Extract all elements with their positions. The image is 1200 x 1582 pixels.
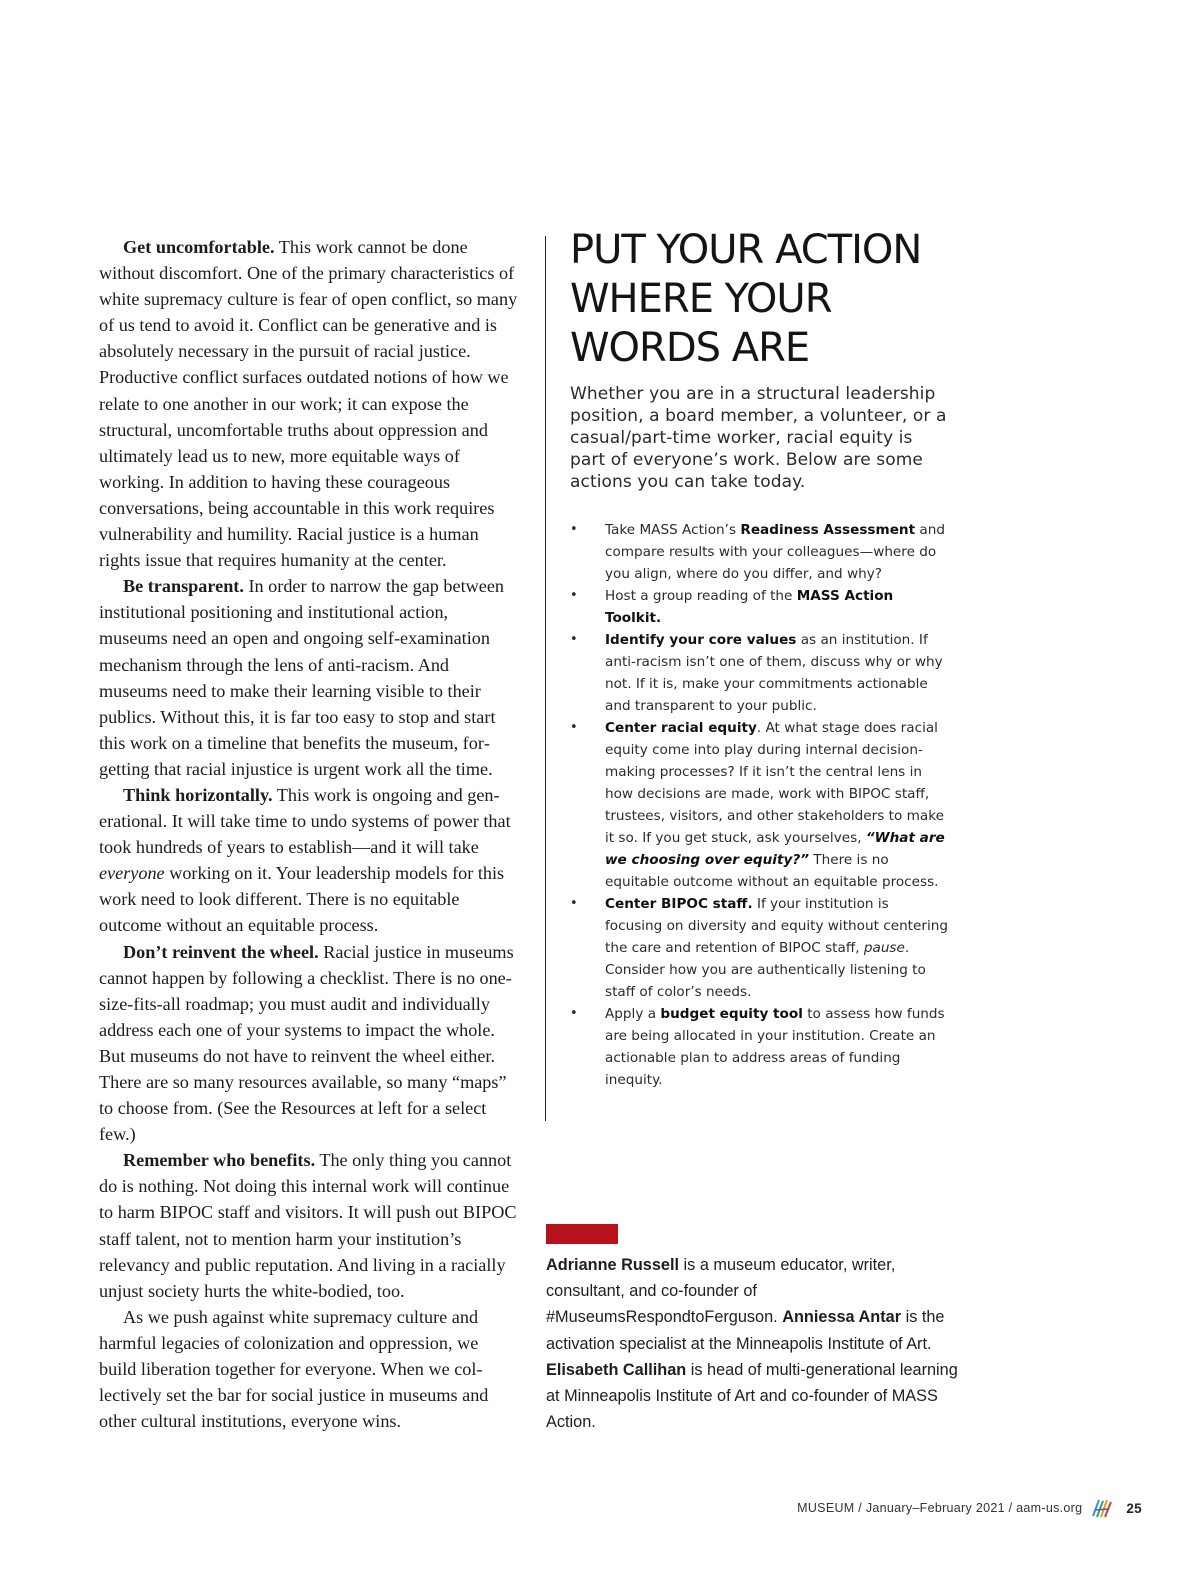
paragraph-lead: Remember who benefits.: [123, 1150, 316, 1171]
paragraph-be-transparent: [99, 573, 520, 782]
author-name: Adrianne Russell: [546, 1256, 680, 1274]
action-text: . Consider how you are authentically listening to staff of color’s needs.: [605, 940, 926, 1000]
emphasis-text: everyone: [99, 863, 165, 884]
action-bold: Identify your core values: [605, 632, 797, 648]
action-text: Take MASS Action’s: [605, 522, 741, 538]
aam-logo-icon: [1090, 1497, 1114, 1519]
action-list: [570, 519, 950, 1091]
action-sidebar: [570, 226, 950, 1091]
sidebar-title: [570, 226, 950, 373]
bullet-icon: •: [570, 720, 578, 735]
sidebar-title-line: PUT YOUR ACTION: [570, 227, 922, 273]
paragraph-lead: Think horizontally.: [123, 784, 273, 805]
footer-text: MUSEUM / January–February 2021 / aam-us.org: [797, 1501, 1083, 1515]
action-item: [570, 585, 950, 629]
bio-text: is a museum educator, writer, consultant, and co-founder of #MuseumsRespondtoFerguson.: [546, 1256, 896, 1327]
bullet-icon: •: [570, 632, 578, 647]
bullet-icon: •: [570, 588, 578, 603]
action-bold: budget equity tool: [660, 1006, 803, 1022]
bio-text: is head of multi-generational learning at Minneapolis Institute of Art and co-founder of MASS Action.: [546, 1360, 958, 1432]
author-name: Elisabeth Callihan: [546, 1360, 687, 1379]
action-bold-italic: “What are we choosing over equity?”: [605, 830, 945, 868]
action-item: [570, 519, 950, 585]
paragraph-text: As we push against white supremacy culture and harmful legacies of colonization and oppression, we build liberation together for everyone. When we collectively set the bar for social justice in museums and other cultural institutions, everyone wins.: [99, 1306, 489, 1432]
author-name: Anniessa Antar: [782, 1308, 902, 1327]
paragraph-text: In order to narrow the gap between institutional positioning and institutional action, museums need an open and ongoing self-examination mechanism through the lens of anti-racism. And museums need to make their learning visible to their publics. Without this, it is far too easy to stop and start this work on a timeline that benefits the museum, forgetting that racial injustice is urgent work all the time.: [99, 576, 504, 779]
action-text: Host a group reading of the: [605, 588, 797, 604]
paragraph-think-horizontally: [99, 782, 520, 939]
action-text: Apply a: [605, 1006, 661, 1022]
paragraph-dont-reinvent: [99, 939, 520, 1148]
bio-text: is the activation specialist at the Minneapolis Institute of Art.: [546, 1308, 945, 1353]
paragraph-text: working on it. Your leadership models for this work need to look different. There is no equitable outcome without an equitable process.: [99, 863, 505, 936]
action-bold: MASS Action Toolkit.: [605, 588, 894, 626]
sidebar-title-line: WORDS ARE: [570, 325, 810, 371]
paragraph-conclusion: [99, 1304, 520, 1434]
action-item: [570, 1003, 950, 1091]
paragraph-get-uncomfortable: [99, 234, 520, 573]
bullet-icon: •: [570, 522, 578, 537]
paragraph-text: This work is ongoing and generational. It will take time to undo systems of power that took hundreds of years to establish—and it will take: [99, 784, 511, 858]
bullet-icon: •: [570, 896, 578, 911]
action-text: If your institution is focusing on diversity and equity without centering the care and retention of BIPOC staff,: [605, 896, 948, 956]
sidebar-title-line: WHERE YOUR: [570, 276, 832, 322]
action-text: as an institution. If anti-racism isn’t one of them, discuss why or why not. If it is, make your commitments actionable and transparent to your public.: [605, 632, 943, 714]
action-italic: pause: [863, 940, 905, 956]
action-bold: Center racial equity: [605, 720, 757, 736]
action-bold: Center BIPOC staff.: [605, 896, 753, 912]
column-divider: [545, 236, 546, 1121]
bullet-icon: •: [570, 1006, 578, 1021]
paragraph-remember-who-benefits: [99, 1147, 520, 1304]
author-bio: [546, 1252, 966, 1435]
action-item: [570, 717, 950, 893]
action-text: There is no equitable outcome without an equitable process.: [605, 852, 939, 890]
paragraph-lead: Get uncomfortable.: [123, 237, 275, 257]
sidebar-intro: Whether you are in a structural leadership position, a board member, a volunteer, or a casual/part-time worker, racial equity is part of everyone’s work. Below are some actions you can take today.: [570, 384, 947, 492]
paragraph-lead: Don’t reinvent the wheel.: [123, 941, 319, 962]
paragraph-text: Racial justice in museums cannot happen by following a checklist. There is no one-size-fits-all roadmap; you must audit and individually address each one of your systems to impact the whole. But museums do not have to reinvent the wheel either. There are so many resources available, so many “maps” to choose from. (See the Resources at left for a select few.): [99, 941, 514, 1145]
action-bold: Readiness Assessment: [740, 522, 916, 538]
action-text: and compare results with your colleagues—where do you align, where do you differ, and why?: [605, 522, 945, 582]
paragraph-text: This work cannot be done without discomfort. One of the primary characteristics of white supremacy culture is fear of open conflict, so many of us tend to avoid it. Conflict can be generative and is absolutely necessary in the pursuit of racial justice. Productive conflict surfaces outdated notions of how we relate to one another in our work; it can expose the structural, uncomfortable truths about oppression and ultimately lead us to new, more equitable ways of working. In addition to having these courageous conversations, being accountable in this work requires vulnerability and humility. Racial justice is a human rights issue that requires humanity at the center.: [99, 237, 518, 571]
action-text: . At what stage does racial equity come into play during internal decision-making processes? If it isn’t the central lens in how decisions are made, work with BIPOC staff, trustees, visitors, and other stakeholders to make it so. If you get stuck, ask yourselves,: [605, 720, 944, 846]
paragraph-text: The only thing you cannot do is nothing. Not doing this internal work will continue to harm BIPOC staff and visitors. It will push out BIPOC staff talent, not to mention harm your institution’s relevancy and public reputation. And living in a racially unjust society hurts the white-bodied, too.: [99, 1150, 517, 1301]
article-body: [99, 234, 520, 1434]
action-item: [570, 629, 950, 717]
action-item: [570, 893, 950, 1003]
page-footer: [797, 1498, 1142, 1518]
action-text: to assess how funds are being allocated in your institution. Create an actionable plan to address areas of funding inequity.: [605, 1006, 945, 1088]
page-number: 25: [1126, 1500, 1142, 1516]
author-accent-bar: [546, 1224, 618, 1244]
paragraph-lead: Be transparent.: [123, 576, 244, 597]
